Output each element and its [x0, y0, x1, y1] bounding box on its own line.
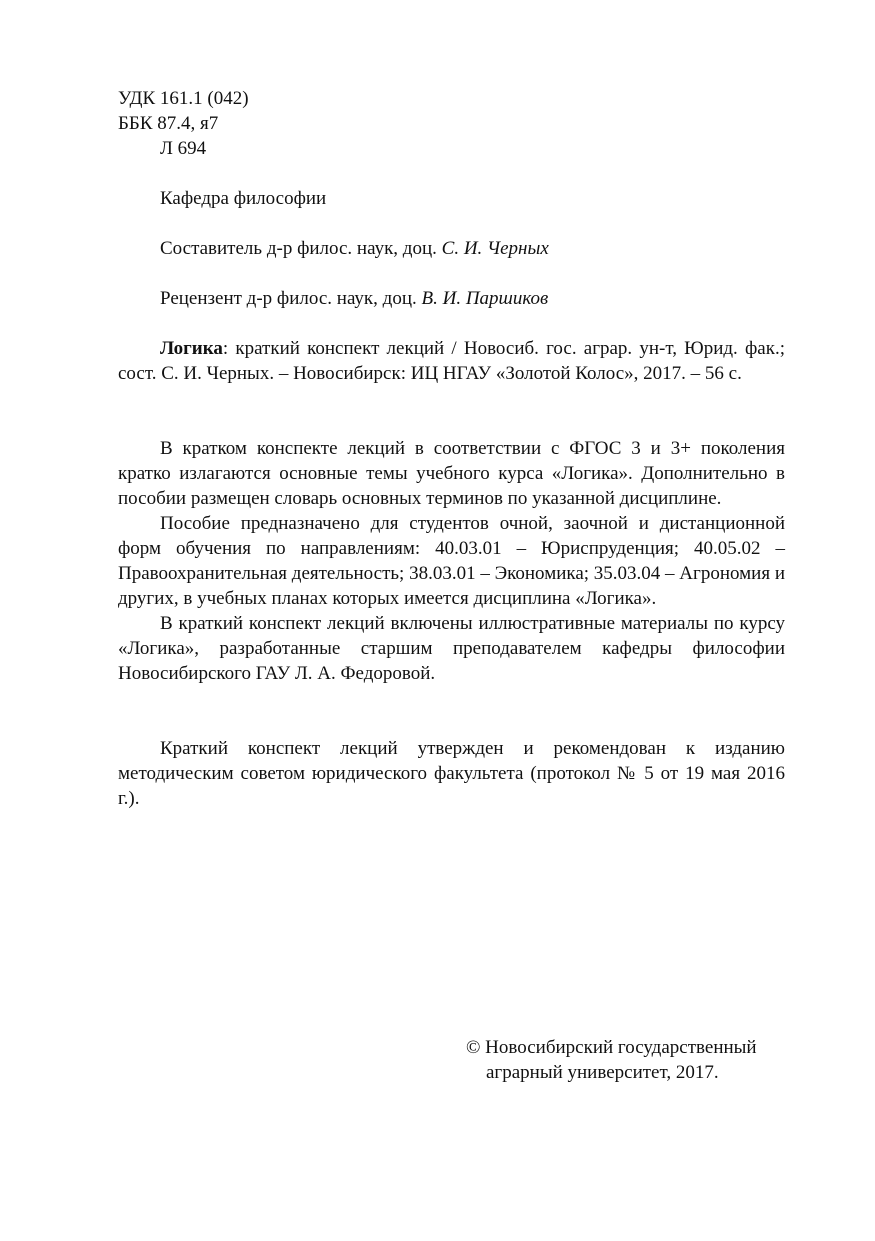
department: Кафедра философии: [160, 188, 327, 209]
approval-note: [118, 736, 785, 811]
annotation-paragraph: Пособие предназначено для студентов очной, заочной и дистанционной форм обучения по направлениям: 40.03.01 – Юриспруденция; 40.05.02 – Правоохранительная деятельность; 38.03.01 – Экономика; 35.03.04 – Агрономия и других, в учебных планах которых имеется дисциплина «Логика».: [118, 513, 785, 609]
compiler-line: [160, 236, 549, 261]
annotation-paragraph: В краткий конспект лекций включены иллюстративные материалы по курсу «Логика», разработанные старшим преподавателем кафедры философии Новосибирского ГАУ Л. А. Федоровой.: [118, 613, 785, 684]
copyright-line-2: аграрный университет, 2017.: [486, 1062, 719, 1083]
author-mark: Л 694: [160, 138, 207, 159]
bibliographic-rest: : краткий конспект лекций / Новосиб. гос. аграр. ун-т, Юрид. фак.; сост. С. И. Черных. – Новосибирск: ИЦ НГАУ «Золотой Колос», 2017. – 56 с.: [118, 338, 785, 384]
copyright-notice: [466, 1035, 796, 1085]
annotation-paragraph: В кратком конспекте лекций в соответствии с ФГОС 3 и 3+ поколения кратко излагаются основные темы учебного курса «Логика». Дополнительно в пособии размещен словарь основных терминов по указанной дисциплине.: [118, 438, 785, 509]
approval-paragraph: Краткий конспект лекций утвержден и рекомендован к изданию методическим советом юридического факультета (протокол № 5 от 19 мая 2016 г.).: [118, 738, 785, 809]
bibliographic-description: [118, 336, 785, 386]
annotation: [118, 436, 785, 686]
reviewer-role: Рецензент д-р филос. наук, доц.: [160, 288, 422, 309]
compiler-role: Составитель д-р филос. наук, доц.: [160, 238, 442, 259]
bbk-code: ББК 87.4, я7: [118, 113, 219, 134]
reviewer-line: [160, 286, 548, 311]
book-title: Логика: [160, 338, 223, 359]
copyright-line-1: © Новосибирский государственный: [466, 1037, 757, 1058]
udk-code: УДК 161.1 (042): [118, 88, 249, 109]
reviewer-name: В. И. Паршиков: [421, 288, 549, 309]
compiler-name: С. И. Черных: [441, 238, 549, 259]
